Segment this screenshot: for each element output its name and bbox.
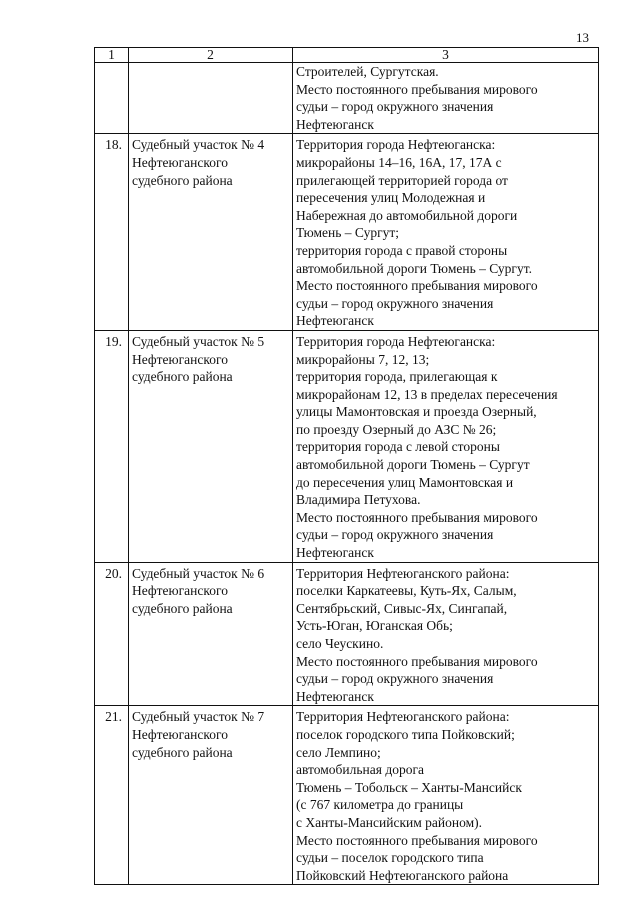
district-name-cell [129,134,293,331]
territory-line: Набережная до автомобильной дороги [296,207,518,223]
territory-line: территория города с правой стороны [296,242,508,258]
row-number: 21. [95,706,129,885]
table-row [95,134,599,331]
territory-line: Тюмень – Сургут; [296,225,400,241]
table-row [95,330,599,562]
table-header-row [95,48,599,63]
territory-line: Пойковский Нефтеюганского района [296,867,509,883]
territory-line: Место постоянного пребывания мирового [296,509,538,525]
territory-line: Нефтеюганск [296,116,374,132]
territory-line: Территория Нефтеюганского района: [296,565,510,581]
district-name-line: судебного района [132,600,233,616]
territory-line: Тюмень – Тобольск – Ханты-Мансийск [296,779,522,795]
territory-line: прилегающей территорией города от [296,172,508,188]
table-row [95,562,599,706]
territory-line: Сентябрьский, Сивыс-Ях, Сингапай, [296,600,508,616]
row-number: 18. [95,134,129,331]
court-districts-table [94,47,599,885]
territory-line: Нефтеюганск [296,545,374,561]
territory-line: Владимира Петухова. [296,492,421,508]
territory-line: автомобильная дорога [296,762,424,778]
table-row [95,706,599,885]
territory-line: судьи – город окружного значения [296,671,494,687]
territory-cell [293,706,599,885]
column-header-name: 2 [129,48,293,63]
continuation-number-cell [95,63,129,134]
row-number: 20. [95,562,129,706]
territory-line: судьи – поселок городского типа [296,850,484,866]
continuation-row [95,63,599,134]
territory-line: автомобильной дороги Тюмень – Сургут [296,457,530,473]
district-name-cell [129,562,293,706]
territory-line: Место постоянного пребывания мирового [296,832,538,848]
territory-line: судьи – город окружного значения [296,527,494,543]
page-number: 13 [576,30,589,45]
territory-line: Территория города Нефтеюганска: [296,137,496,153]
district-name-line: Судебный участок № 6 [132,565,265,581]
district-name-line: Судебный участок № 7 [132,709,265,725]
territory-line: микрорайоны 14–16, 16А, 17, 17А с [296,154,502,170]
territory-cell [293,134,599,331]
territory-line: Территория города Нефтеюганска: [296,333,496,349]
territory-line: улицы Мамонтовская и проезда Озерный, [296,404,537,420]
territory-line: Нефтеюганск [296,688,374,704]
territory-line: до пересечения улиц Мамонтовская и [296,474,514,490]
territory-line: поселки Каркатеевы, Куть-Ях, Салым, [296,583,517,599]
territory-line: село Лемпино; [296,744,381,760]
territory-line: пересечения улиц Молодежная и [296,190,486,206]
territory-line: микрорайоны 7, 12, 13; [296,351,430,367]
territory-line: микрорайонам 12, 13 в пределах пересечения [296,386,558,402]
territory-line: Место постоянного пребывания мирового [296,653,538,669]
territory-line: территория города с левой стороны [296,439,500,455]
territory-line: Место постоянного пребывания мирового [296,278,538,294]
territory-line: по проезду Озерный до АЗС № 26; [296,421,497,437]
territory-line: поселок городского типа Пойковский; [296,726,515,742]
district-name-cell [129,706,293,885]
territory-line: (с 767 километра до границы [296,797,464,813]
district-name-line: судебного района [132,172,233,188]
territory-line: Строителей, Сургутская. [296,64,439,79]
territory-line: Место постоянного пребывания мирового [296,81,538,97]
territory-line: Усть-Юган, Юганская Обь; [296,618,453,634]
column-header-number: 1 [95,48,129,63]
district-name-line: Нефтеюганского [132,583,228,599]
district-name-cell [129,330,293,562]
district-name-line: судебного района [132,369,233,385]
territory-line: Территория Нефтеюганского района: [296,709,510,725]
district-name-line: Нефтеюганского [132,726,228,742]
continuation-name-cell [129,63,293,134]
territory-line: Нефтеюганск [296,313,374,329]
district-name-line: Судебный участок № 4 [132,137,265,153]
district-name-line: Нефтеюганского [132,351,228,367]
territory-cell [293,562,599,706]
territory-line: село Чеускино. [296,636,384,651]
column-header-territory: 3 [293,48,599,63]
territory-line: с Ханты-Мансийским районом). [296,814,483,830]
territory-cell [293,330,599,562]
territory-line: автомобильной дороги Тюмень – Сургут. [296,260,532,276]
district-name-line: судебного района [132,744,233,760]
territory-line: судьи – город окружного значения [296,295,494,311]
district-name-line: Нефтеюганского [132,154,228,170]
territory-line: территория города, прилегающая к [296,369,498,385]
district-name-line: Судебный участок № 5 [132,333,265,349]
territory-line: судьи – город окружного значения [296,99,494,115]
continuation-territory-cell [293,63,599,134]
row-number: 19. [95,330,129,562]
